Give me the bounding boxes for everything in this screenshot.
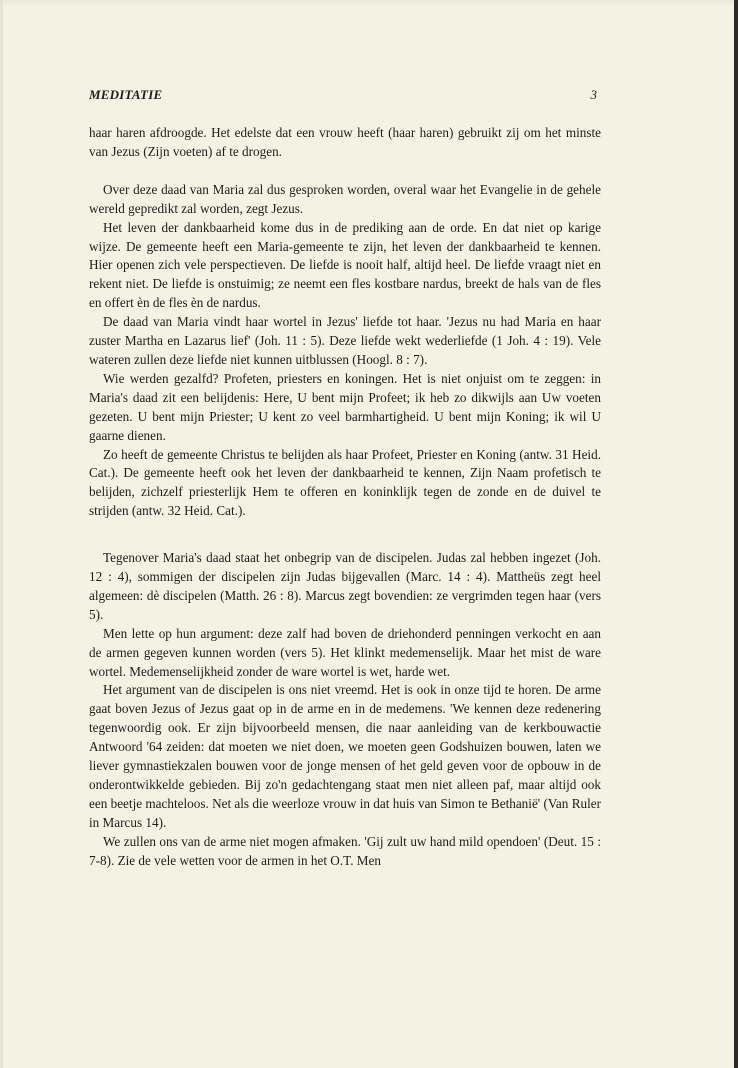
paragraph: We zullen ons van de arme niet mogen afmaken. 'Gij zult uw hand mild opendoen' (Deut. 15 : 7-8). Zie de vele wetten voor de armen in het O.T. Men [89,833,601,868]
paragraph: Zo heeft de gemeente Christus te belijden als haar Profeet, Priester en Koning (antw. 31 Heid. Cat.). De gemeente heeft ook het leven der dankbaarheid te kennen, Zijn Naam profetisch te belijden, zichzelf priesterlijk Hem te offeren en koninklijk tegen de zonde en de duivel te strijden (antw. 32 Heid. Cat.). [89,446,601,519]
paragraph: Men lette op hun argument: deze zalf had boven de driehonderd penningen verkocht en aan de armen gegeven kunnen worden (vers 5). Het klinkt medemenselijk. Maar het mist de ware wortel. Medemenselijkheid zonder de ware wortel is wet, harde wet. [89,625,601,679]
paragraph: Het leven der dankbaarheid kome dus in de prediking aan de orde. En dat niet op karige wijze. De gemeente heeft een Maria-gemeente te zijn, het leven der dankbaarheid te kennen. Hier openen zich vele perspectieven. De liefde is nooit half, altijd heel. De liefde vraagt niet en rekent niet. De liefde is onstuimig; ze neemt een fles kostbare nardus, breekt de hals van de fles en offert èn de fles èn de nardus. [89,219,601,311]
section-title: MEDITATIE [89,87,163,102]
paragraph: Wie werden gezalfd? Profeten, priesters en koningen. Het is niet onjuist om te zeggen: in Maria's daad zit een belijdenis: Here, U bent mijn Profeet; ik heb zo dikwijls aan Uw voeten gezeten. U bent mijn Priester; U kent zo veel barmhartigheid. U bent mijn Koning; ik wil U gaarne dienen. [89,370,601,443]
body-text [89,124,601,871]
paragraph: Over deze daad van Maria zal dus gesproken worden, overal waar het Evangelie in de gehele wereld gepredikt zal worden, zegt Jezus. [89,181,601,216]
paragraph: haar haren afdroogde. Het edelste dat een vrouw heeft (haar haren) gebruikt zij om het minste van Jezus (Zijn voeten) af te drogen. [89,125,601,159]
paragraph: Tegenover Maria's daad staat het onbegrip van de discipelen. Judas zal hebben ingezet (Joh. 12 : 4), sommigen der discipelen zijn Judas bijgevallen (Marc. 14 : 4). Mattheüs zegt heel algemeen: dè discipelen (Matth. 26 : 8). Marcus zegt bovendien: ze vergrimden tegen haar (vers 5). [89,550,601,622]
paragraph: Het argument van de discipelen is ons niet vreemd. Het is ook in onze tijd te horen. De arme gaat boven Jezus of Jezus gaat op in de arme en in de medemens. 'We kennen deze redenering tegenwoordig ook. Er zijn bijvoorbeeld mensen, die naar aanleiding van de kerkbouwactie Antwoord '64 zeiden: dat moeten we niet doen, we moeten geen Godshuizen bouwen, laten we liever gymnastiekzalen bouwen voor de jonge mensen of het geld geven voor de opbouw in de onderontwikkelde gebieden. Bij zo'n gedachtengang staat men niet alleen paf, maar altijd ook een beetje machteloos. Net als die weerloze vrouw in dat huis van Simon te Bethanië' (Van Ruler in Marcus 14). [89,682,601,830]
page-top-edge [0,0,738,6]
paragraph: De daad van Maria vindt haar wortel in Jezus' liefde tot haar. 'Jezus nu had Maria en haar zuster Martha en Lazarus lief' (Joh. 11 : 5). Deze liefde wekt wederliefde (1 Joh. 4 : 19). Vele wateren zullen deze liefde niet kunnen uitblussen (Hoogl. 8 : 7). [89,314,601,367]
page-right-edge [734,0,738,1068]
page-number: 3 [590,87,597,102]
running-head [89,87,605,107]
page-left-edge [0,0,3,1068]
